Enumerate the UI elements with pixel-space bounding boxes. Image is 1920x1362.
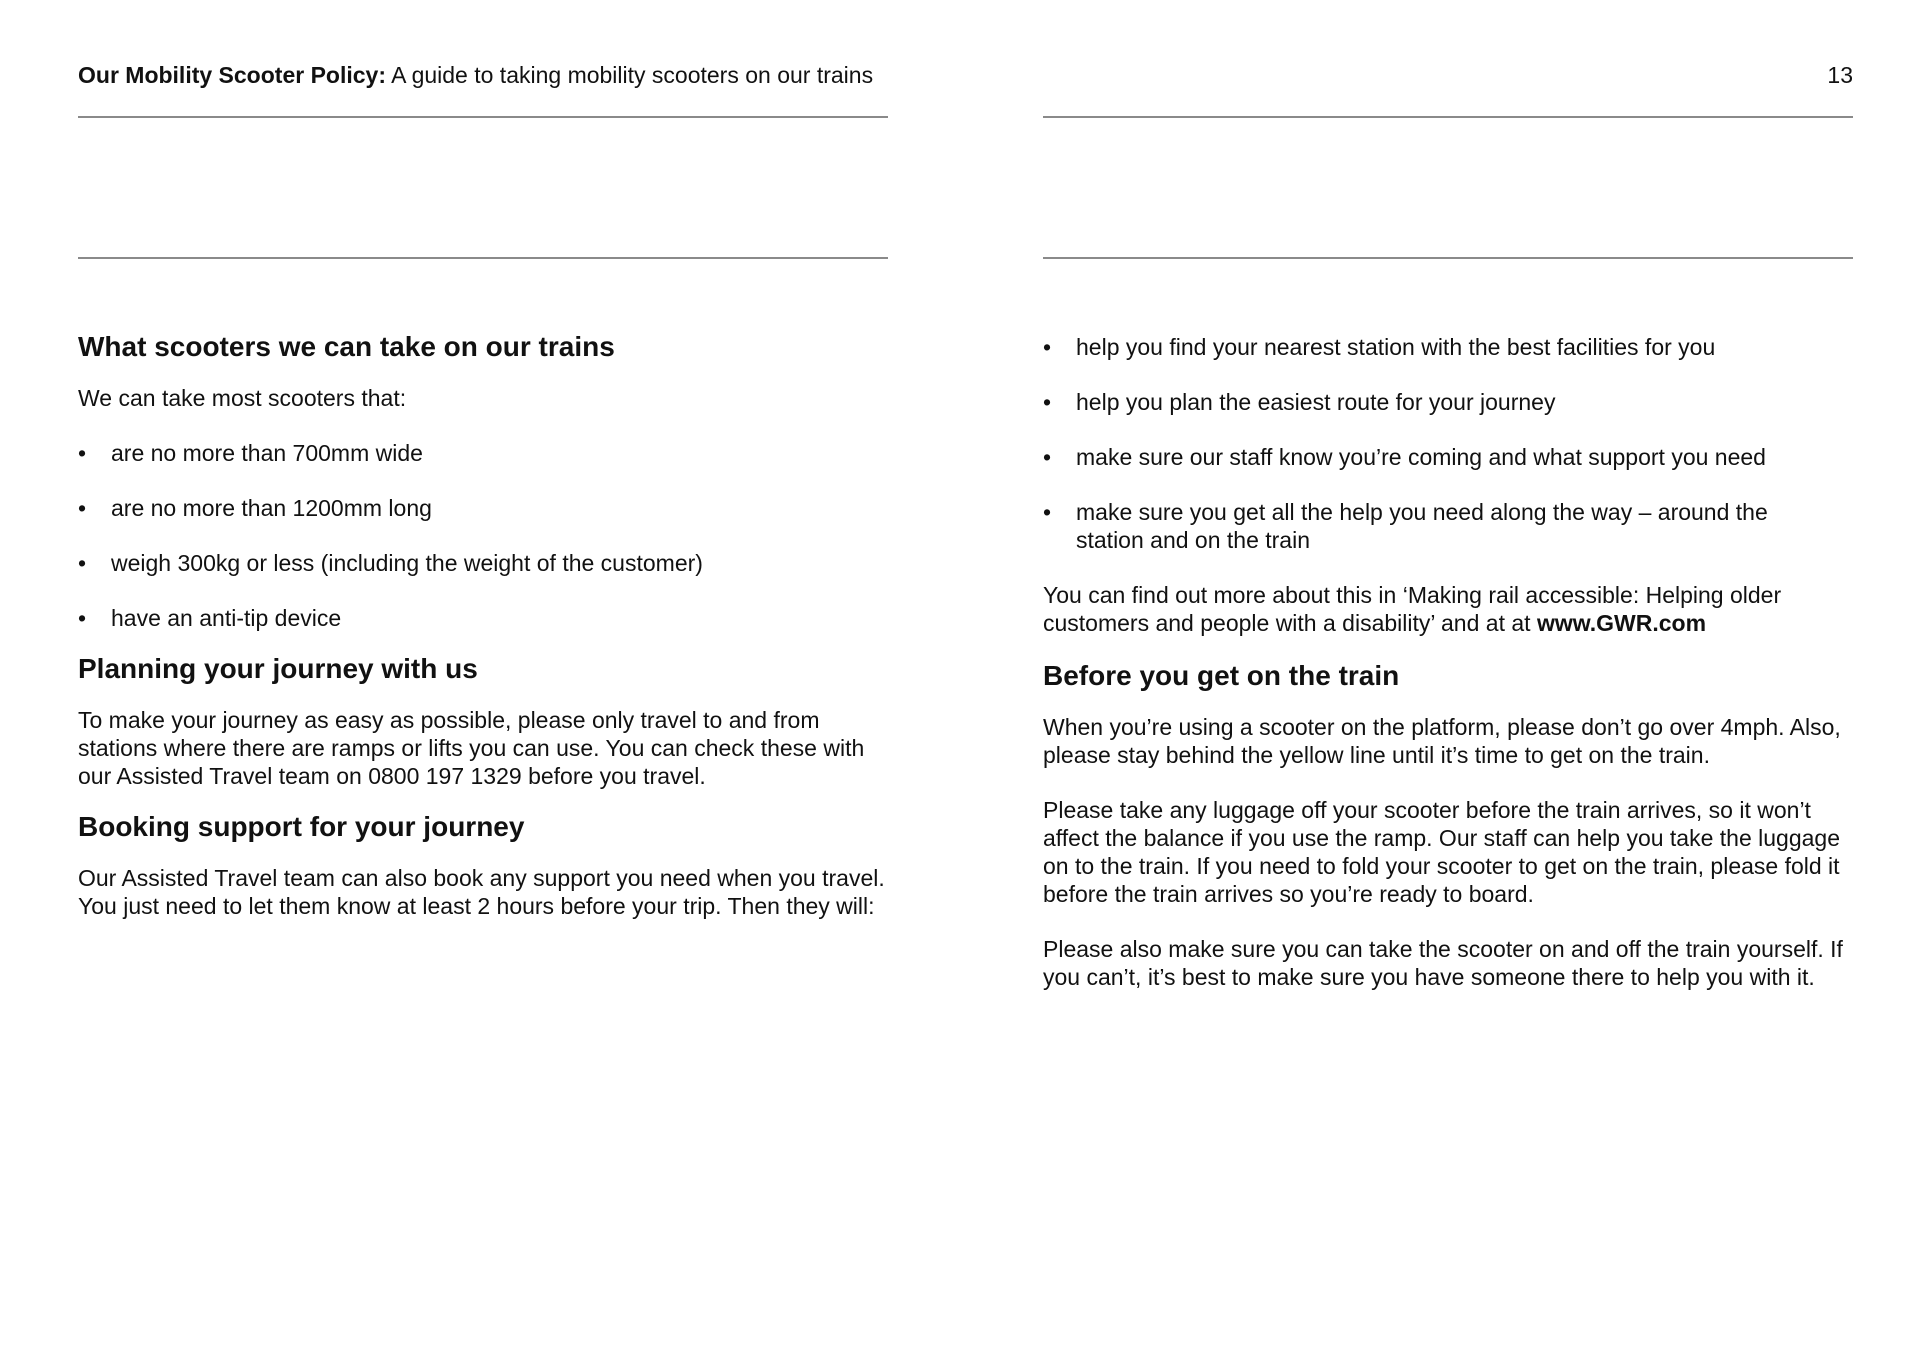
section-heading-scooters: What scooters we can take on our trains bbox=[78, 331, 615, 362]
more-info-text: You can find out more about this in ‘Making rail accessible: Helping older customers and people with a disability’ and at at bbox=[1043, 582, 1782, 636]
list-item bbox=[1043, 388, 1853, 416]
list-item-text: make sure you get all the help you need along the way – around the station and on the train bbox=[1076, 499, 1768, 553]
left-page bbox=[78, 0, 888, 1362]
list-item bbox=[1043, 498, 1853, 554]
support-list bbox=[1043, 333, 1853, 554]
scooter-requirements-list bbox=[78, 439, 888, 632]
list-item-text: are no more than 1200mm long bbox=[111, 495, 432, 521]
list-item bbox=[78, 494, 888, 522]
bullet-icon: • bbox=[1043, 499, 1052, 525]
list-item-text: have an anti-tip device bbox=[111, 605, 342, 631]
more-info-paragraph bbox=[1043, 581, 1853, 637]
running-header bbox=[78, 60, 873, 90]
bullet-icon: • bbox=[78, 495, 87, 521]
section-heading-planning: Planning your journey with us bbox=[78, 653, 478, 684]
before-train-paragraph: Please take any luggage off your scooter before the train arrives, so it won’t affect the balance if you use the ramp. Our staff can help you take the luggage on to the train. If you need to fold your scooter to get on the train, please fold it before the train arrives so you’re ready to board. bbox=[1043, 797, 1841, 907]
bullet-icon: • bbox=[1043, 334, 1052, 360]
before-train-paragraph: Please also make sure you can take the scooter on and off the train yourself. If you can’t, it’s best to make sure you have someone there to help you with it. bbox=[1043, 936, 1843, 990]
header-divider bbox=[1043, 116, 1853, 118]
page-number: 13 bbox=[1827, 62, 1853, 88]
header-subtitle: A guide to taking mobility scooters on our trains bbox=[385, 62, 874, 88]
list-item bbox=[78, 549, 888, 577]
right-content bbox=[1043, 333, 1853, 1018]
section-heading-before-train: Before you get on the train bbox=[1043, 660, 1400, 691]
booking-body: Our Assisted Travel team can also book any support you need when you travel. You just need to let them know at least 2 hours before your trip. Then they will: bbox=[78, 865, 885, 919]
header-title: Our Mobility Scooter Policy: bbox=[78, 62, 386, 88]
right-page bbox=[1043, 0, 1853, 1362]
list-item-text: are no more than 700mm wide bbox=[111, 440, 423, 466]
section-intro: We can take most scooters that: bbox=[78, 385, 407, 411]
list-item bbox=[1043, 333, 1853, 361]
bullet-icon: • bbox=[1043, 389, 1052, 415]
left-content bbox=[78, 330, 888, 947]
planning-body: To make your journey as easy as possible, please only travel to and from stations where there are ramps or lifts you can use. You can check these with our Assisted Travel team on 0800 197 1329 before you travel. bbox=[78, 707, 865, 789]
section-divider bbox=[1043, 257, 1853, 259]
list-item-text: help you find your nearest station with the best facilities for you bbox=[1076, 334, 1716, 360]
list-item-text: weigh 300kg or less (including the weight of the customer) bbox=[111, 550, 703, 576]
list-item bbox=[1043, 443, 1853, 471]
list-item bbox=[78, 604, 888, 632]
bullet-icon: • bbox=[78, 440, 87, 466]
gwr-website-link[interactable]: www.GWR.com bbox=[1536, 610, 1707, 636]
list-item-text: make sure our staff know you’re coming and what support you need bbox=[1076, 444, 1766, 470]
section-heading-booking: Booking support for your journey bbox=[78, 811, 525, 842]
list-item-text: help you plan the easiest route for your journey bbox=[1076, 389, 1556, 415]
bullet-icon: • bbox=[78, 605, 87, 631]
header-divider bbox=[78, 116, 888, 118]
section-divider bbox=[78, 257, 888, 259]
before-train-paragraph: When you’re using a scooter on the platform, please don’t go over 4mph. Also, please stay behind the yellow line until it’s time to get on the train. bbox=[1043, 714, 1841, 768]
list-item bbox=[78, 439, 888, 467]
bullet-icon: • bbox=[1043, 444, 1052, 470]
bullet-icon: • bbox=[78, 550, 87, 576]
